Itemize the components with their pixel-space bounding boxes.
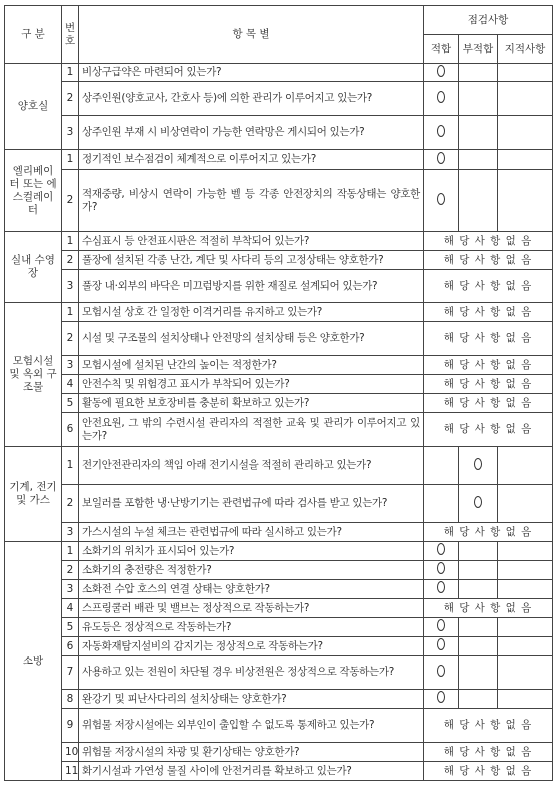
row-number: 9: [62, 709, 79, 743]
check-cell-not-ok: [459, 656, 498, 690]
check-cell-notes: [498, 618, 553, 637]
check-mark-icon: [437, 152, 445, 164]
check-item-text: 화기시설과 가연성 물질 사이에 안전거리를 확보하고 있는가?: [79, 762, 424, 781]
check-item-text: 안전요원, 그 밖의 수련시설 관리자의 적절한 교육 및 관리가 이루어지고 있는가?: [79, 413, 424, 447]
check-mark-icon: [474, 496, 482, 508]
row-number: 2: [62, 170, 79, 232]
row-number: 3: [62, 580, 79, 599]
check-item-text: 수심표시 등 안전표시판은 적절히 부착되어 있는가?: [79, 232, 424, 251]
table-row: [5, 375, 553, 394]
table-row: [5, 599, 553, 618]
check-item-text: 안전수칙 및 위험경고 표시가 부착되어 있는가?: [79, 375, 424, 394]
check-cell-ok: [424, 485, 459, 523]
table-row: [5, 542, 553, 561]
check-cell-not-ok: [459, 447, 498, 485]
row-number: 4: [62, 599, 79, 618]
table-row: [5, 485, 553, 523]
check-cell-ok: [424, 170, 459, 232]
row-number: 2: [62, 485, 79, 523]
check-item-text: 모험시설에 설치된 난간의 높이는 적정한가?: [79, 356, 424, 375]
row-number: 2: [62, 322, 79, 356]
section-label: 실내 수영장: [5, 232, 62, 303]
check-cell-notes: [498, 150, 553, 170]
check-cell-ok: [424, 561, 459, 580]
section-label: 소방: [5, 542, 62, 781]
table-header: [5, 6, 553, 64]
check-item-text: 위험물 저장시설의 차광 및 환기상태는 양호한가?: [79, 743, 424, 762]
row-number: 11: [62, 762, 79, 781]
table-row: [5, 303, 553, 322]
check-cell-not-ok: [459, 618, 498, 637]
row-number: 1: [62, 542, 79, 561]
check-item-text: 활동에 필요한 보호장비를 충분히 확보하고 있는가?: [79, 394, 424, 413]
row-number: 10: [62, 743, 79, 762]
check-mark-icon: [437, 562, 445, 574]
check-cell-not-ok: [459, 580, 498, 599]
header-notes: 지적사항: [498, 35, 553, 64]
check-item-text: 상주인원(양호교사, 간호사 등)에 의한 관리가 이루어지고 있는가?: [79, 82, 424, 116]
check-item-text: 사용하고 있는 전원이 차단될 경우 비상전원은 정상적으로 작동하는가?: [79, 656, 424, 690]
row-number: 3: [62, 270, 79, 303]
header-not-ok: 부적합: [459, 35, 498, 64]
row-number: 1: [62, 150, 79, 170]
not-applicable-note: 해 당 사 항 없 음: [424, 251, 553, 270]
row-number: 3: [62, 116, 79, 150]
check-mark-icon: [437, 193, 445, 205]
check-cell-not-ok: [459, 150, 498, 170]
check-mark-icon: [437, 581, 445, 593]
section-label: 양호실: [5, 64, 62, 150]
table-row: [5, 523, 553, 542]
header-item: 항 목 별: [79, 6, 424, 64]
check-item-text: 소화기의 충전량은 적정한가?: [79, 561, 424, 580]
check-cell-notes: [498, 82, 553, 116]
check-cell-ok: [424, 82, 459, 116]
check-item-text: 위험물 저장시설에는 외부인이 출입할 수 없도록 통제하고 있는가?: [79, 709, 424, 743]
table-row: [5, 656, 553, 690]
check-cell-notes: [498, 64, 553, 82]
row-number: 1: [62, 303, 79, 322]
table-row: [5, 447, 553, 485]
check-cell-not-ok: [459, 637, 498, 656]
row-number: 2: [62, 251, 79, 270]
check-item-text: 풀장 내·외부의 바닥은 미끄럼방지를 위한 재질로 설계되어 있는가?: [79, 270, 424, 303]
header-number: 번호: [62, 6, 79, 64]
not-applicable-note: 해 당 사 항 없 음: [424, 356, 553, 375]
check-cell-notes: [498, 170, 553, 232]
check-cell-ok: [424, 690, 459, 709]
check-cell-ok: [424, 116, 459, 150]
row-number: 1: [62, 232, 79, 251]
table-row: [5, 762, 553, 781]
check-mark-icon: [437, 125, 445, 137]
row-number: 4: [62, 375, 79, 394]
table-row: [5, 64, 553, 82]
check-item-text: 모험시설 상호 간 일정한 이격거리를 유지하고 있는가?: [79, 303, 424, 322]
table-row: [5, 251, 553, 270]
table-row: [5, 322, 553, 356]
check-item-text: 보일러를 포함한 냉·난방기기는 관련법규에 따라 검사를 받고 있는가?: [79, 485, 424, 523]
row-number: 5: [62, 618, 79, 637]
not-applicable-note: 해 당 사 항 없 음: [424, 413, 553, 447]
check-cell-not-ok: [459, 561, 498, 580]
header-category: 구 분: [5, 6, 62, 64]
check-mark-icon: [437, 65, 445, 77]
not-applicable-note: 해 당 사 항 없 음: [424, 303, 553, 322]
row-number: 1: [62, 64, 79, 82]
header-check: 점검사항: [424, 6, 553, 35]
table-row: [5, 232, 553, 251]
check-cell-ok: [424, 447, 459, 485]
table-row: [5, 580, 553, 599]
check-cell-not-ok: [459, 485, 498, 523]
row-number: 7: [62, 656, 79, 690]
table-row: [5, 413, 553, 447]
check-item-text: 자동화재탐지설비의 감지기는 정상적으로 작동하는가?: [79, 637, 424, 656]
row-number: 6: [62, 413, 79, 447]
check-item-text: 가스시설의 누설 체크는 관련법규에 따라 실시하고 있는가?: [79, 523, 424, 542]
check-item-text: 상주인원 부재 시 비상연락이 가능한 연락망은 게시되어 있는가?: [79, 116, 424, 150]
check-cell-not-ok: [459, 64, 498, 82]
check-cell-notes: [498, 656, 553, 690]
check-cell-notes: [498, 485, 553, 523]
table-row: [5, 743, 553, 762]
row-number: 1: [62, 447, 79, 485]
table-row: [5, 709, 553, 743]
row-number: 2: [62, 561, 79, 580]
check-mark-icon: [437, 619, 445, 631]
check-item-text: 소화기의 위치가 표시되어 있는가?: [79, 542, 424, 561]
check-cell-notes: [498, 690, 553, 709]
table-row: [5, 561, 553, 580]
row-number: 3: [62, 523, 79, 542]
check-mark-icon: [437, 691, 445, 703]
check-cell-notes: [498, 561, 553, 580]
check-cell-notes: [498, 580, 553, 599]
not-applicable-note: 해 당 사 항 없 음: [424, 523, 553, 542]
check-item-text: 전기안전관리자의 책임 아래 전기시설을 적절히 관리하고 있는가?: [79, 447, 424, 485]
check-item-text: 스프링쿨러 배관 및 밸브는 정상적으로 작동하는가?: [79, 599, 424, 618]
check-mark-icon: [474, 458, 482, 470]
table-row: [5, 150, 553, 170]
table-row: [5, 618, 553, 637]
not-applicable-note: 해 당 사 항 없 음: [424, 322, 553, 356]
check-item-text: 비상구급약은 마련되어 있는가?: [79, 64, 424, 82]
check-item-text: 유도등은 정상적으로 작동하는가?: [79, 618, 424, 637]
check-cell-not-ok: [459, 116, 498, 150]
check-mark-icon: [437, 665, 445, 677]
row-number: 8: [62, 690, 79, 709]
check-cell-notes: [498, 447, 553, 485]
not-applicable-note: 해 당 사 항 없 음: [424, 394, 553, 413]
check-cell-not-ok: [459, 542, 498, 561]
row-number: 6: [62, 637, 79, 656]
row-number: 5: [62, 394, 79, 413]
not-applicable-note: 해 당 사 항 없 음: [424, 743, 553, 762]
check-cell-notes: [498, 542, 553, 561]
check-cell-ok: [424, 656, 459, 690]
header-ok: 적합: [424, 35, 459, 64]
not-applicable-note: 해 당 사 항 없 음: [424, 709, 553, 743]
check-item-text: 정기적인 보수점검이 체계적으로 이루어지고 있는가?: [79, 150, 424, 170]
table-row: [5, 116, 553, 150]
check-cell-notes: [498, 637, 553, 656]
check-mark-icon: [437, 543, 445, 555]
section-label: 기계, 전기 및 가스: [5, 447, 62, 542]
check-cell-ok: [424, 637, 459, 656]
table-row: [5, 690, 553, 709]
table-row: [5, 394, 553, 413]
row-number: 3: [62, 356, 79, 375]
table-row: [5, 170, 553, 232]
check-item-text: 풀장에 설치된 각종 난간, 계단 및 사다리 등의 고정상태는 양호한가?: [79, 251, 424, 270]
check-item-text: 소화전 수압 호스의 연결 상태는 양호한가?: [79, 580, 424, 599]
table-row: [5, 270, 553, 303]
not-applicable-note: 해 당 사 항 없 음: [424, 762, 553, 781]
section-label: 엘리베이터 또는 에스컬레이터: [5, 150, 62, 232]
not-applicable-note: 해 당 사 항 없 음: [424, 375, 553, 394]
check-item-text: 시설 및 구조물의 설치상태나 안전망의 설치상태 등은 양호한가?: [79, 322, 424, 356]
table-row: [5, 82, 553, 116]
check-cell-ok: [424, 64, 459, 82]
table-row: [5, 356, 553, 375]
check-cell-ok: [424, 150, 459, 170]
check-cell-not-ok: [459, 82, 498, 116]
check-cell-ok: [424, 542, 459, 561]
not-applicable-note: 해 당 사 항 없 음: [424, 232, 553, 251]
check-cell-not-ok: [459, 170, 498, 232]
check-cell-ok: [424, 580, 459, 599]
check-cell-ok: [424, 618, 459, 637]
row-number: 2: [62, 82, 79, 116]
not-applicable-note: 해 당 사 항 없 음: [424, 270, 553, 303]
check-cell-not-ok: [459, 690, 498, 709]
table-body: [5, 64, 553, 781]
not-applicable-note: 해 당 사 항 없 음: [424, 599, 553, 618]
inspection-table: [4, 5, 553, 781]
check-mark-icon: [437, 638, 445, 650]
check-item-text: 완강기 및 피난사다리의 설치상태는 양호한가?: [79, 690, 424, 709]
table-row: [5, 637, 553, 656]
check-cell-notes: [498, 116, 553, 150]
section-label: 모험시설 및 옥외 구조물: [5, 303, 62, 447]
check-mark-icon: [437, 91, 445, 103]
check-item-text: 적재중량, 비상시 연락이 가능한 벨 등 각종 안전장치의 작동상태는 양호한가?: [79, 170, 424, 232]
